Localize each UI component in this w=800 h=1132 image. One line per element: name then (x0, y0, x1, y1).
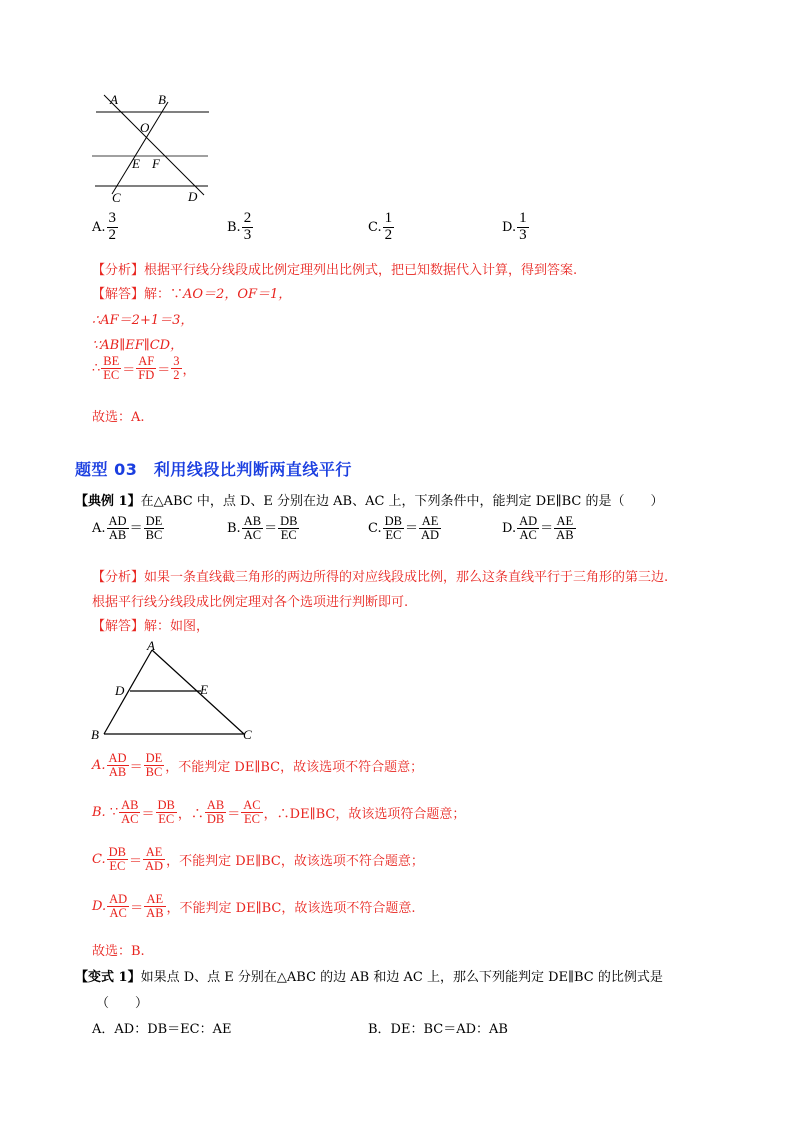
fraction: $\frac{AD}{AB}$ (108, 514, 127, 543)
q1-analysis: 【分析】根据平行线分线段成比例定理列出比例式，把已知数据代入计算，得到答案. (92, 263, 578, 278)
fraction: $\frac{AD}{AB}$ (108, 751, 127, 780)
q1-answer-line3: ∵AB∥EF∥CD， (92, 338, 184, 353)
line-ad (104, 95, 204, 195)
judgement-d: D. $\frac{AD}{AC}$ ＝ $\frac{AE}{AB}$ ，不能判定 DE∥BC，故该选项不符合题意. (92, 892, 416, 921)
label-c: C (243, 727, 252, 742)
q1-option-c[interactable]: C. $\frac{1}{2}$ (368, 210, 393, 243)
fraction: $\frac{1}{2}$ (384, 210, 393, 243)
example1-final: 故选：B. (92, 944, 145, 959)
fraction: $\frac{AE}{AB}$ (146, 892, 164, 921)
label-a: A (110, 92, 118, 107)
fraction: $\frac{DB}{EC}$ (157, 798, 175, 827)
line-bc (112, 102, 168, 194)
example1-option-d[interactable]: D. $\frac{AD}{AC}$ ＝ $\frac{AE}{AB}$ (502, 514, 574, 543)
variant1-stem: 【变式 1】如果点 D、点 E 分别在△ABC 的边 AB 和边 AC 上，那么下列能判定 DE∥BC 的比例式是 (75, 970, 663, 985)
fraction: $\frac{AD}{AC}$ (109, 892, 128, 921)
example1-analysis-1: 【分析】如果一条直线截三角形的两边所得的对应线段成比例，那么这条直线平行于三角形的第三边. (92, 570, 669, 585)
q1-answer-line2: ∴AF＝2+1＝3， (92, 313, 194, 328)
example1-option-c[interactable]: C. $\frac{DB}{EC}$ ＝ $\frac{AE}{AD}$ (368, 514, 440, 543)
q1-answer-line1: 【解答】解：∵AO＝2，OF＝1， (92, 287, 292, 302)
variant1-option-b[interactable]: B．DE：BC＝AD：AB (368, 1022, 508, 1037)
q1-option-d[interactable]: D. $\frac{1}{3}$ (502, 210, 527, 243)
label-f: F (152, 156, 160, 171)
side-ac (152, 650, 244, 734)
q1-answer-line5: 故选：A. (92, 410, 145, 425)
fraction: $\frac{DE}{BC}$ (145, 514, 163, 543)
label-c: C (112, 190, 121, 205)
fraction: $\frac{AE}{AD}$ (421, 514, 440, 543)
judgement-a: A. $\frac{AD}{AB}$ ＝ $\frac{DE}{BC}$ ，不能判定 DE∥BC，故该选项不符合题意； (92, 751, 424, 780)
label-o: O (140, 120, 150, 135)
fraction: $\frac{DB}{EC}$ (280, 514, 298, 543)
label-e: E (200, 682, 208, 697)
q1-option-a[interactable]: A. $\frac{3}{2}$ (92, 210, 117, 243)
label-e: E (132, 156, 140, 171)
fraction: $\frac{AB}{DB}$ (206, 798, 225, 827)
fraction: $\frac{AD}{AC}$ (519, 514, 538, 543)
label-b: B (91, 727, 99, 742)
fraction: $\frac{DB}{EC}$ (108, 845, 126, 874)
example1-option-a[interactable]: A. $\frac{AD}{AB}$ ＝ $\frac{DE}{BC}$ (92, 514, 163, 543)
fraction: $\frac{AB}{AC}$ (121, 798, 139, 827)
example1-answer-head: 【解答】解：如图， (92, 619, 210, 634)
example1-stem: 【典例 1】在△ABC 中，点 D、E 分别在边 AB、AC 上，下列条件中，能判定 DE∥BC 的是（ ） (75, 494, 664, 509)
fraction: $\frac{1}{3}$ (519, 210, 527, 243)
variant1-option-a[interactable]: A．AD：DB＝EC：AE (92, 1022, 232, 1037)
example1-option-b[interactable]: B. $\frac{AB}{AC}$ ＝ $\frac{DB}{EC}$ (227, 514, 298, 543)
section-title: 题型 03 利用线段比判断两直线平行 (75, 460, 352, 479)
judgement-b: B. ∵ $\frac{AB}{AC}$ ＝ $\frac{DB}{EC}$ ，∴ $\frac{AB}{DB}$ ＝ $\frac{AC}{EC}$ ，∴DE∥BC，故该选项符合题意； (92, 798, 466, 827)
judgement-c: C. $\frac{DB}{EC}$ ＝ $\frac{AE}{AD}$ ，不能判定 DE∥BC，故该选项不符合题意； (92, 845, 424, 874)
q1-option-b[interactable]: B. $\frac{2}{3}$ (227, 210, 252, 243)
q1-answer-line4: ∴ $\frac{BE}{EC}$ ＝ $\frac{AF}{FD}$ ＝ $\frac{3}{2}$ ， (92, 354, 196, 383)
fraction: $\frac{3}{2}$ (108, 210, 117, 243)
fraction: $\frac{3}{2}$ (173, 354, 180, 383)
label-d: D (188, 189, 198, 204)
example1-analysis-2: 根据平行线分线段成比例定理对各个选项进行判断即可. (92, 595, 409, 610)
label-a: A (147, 638, 155, 653)
fraction: $\frac{DB}{EC}$ (384, 514, 402, 543)
label-d: D (115, 683, 125, 698)
fraction: $\frac{AB}{AC}$ (243, 514, 262, 543)
side-ab (104, 650, 152, 734)
fraction: $\frac{AF}{FD}$ (138, 354, 155, 383)
fraction: $\frac{2}{3}$ (243, 210, 252, 243)
fraction: $\frac{AC}{EC}$ (243, 798, 261, 827)
variant1-paren: （ ） (96, 996, 149, 1011)
fraction: $\frac{DE}{BC}$ (145, 751, 163, 780)
fraction: $\frac{AE}{AD}$ (145, 845, 164, 874)
triangle-figure (88, 636, 263, 748)
label-b: B (158, 92, 166, 107)
parallel-lines-figure (88, 90, 213, 205)
fraction: $\frac{BE}{EC}$ (103, 354, 120, 383)
fraction: $\frac{AE}{AB}$ (556, 514, 574, 543)
